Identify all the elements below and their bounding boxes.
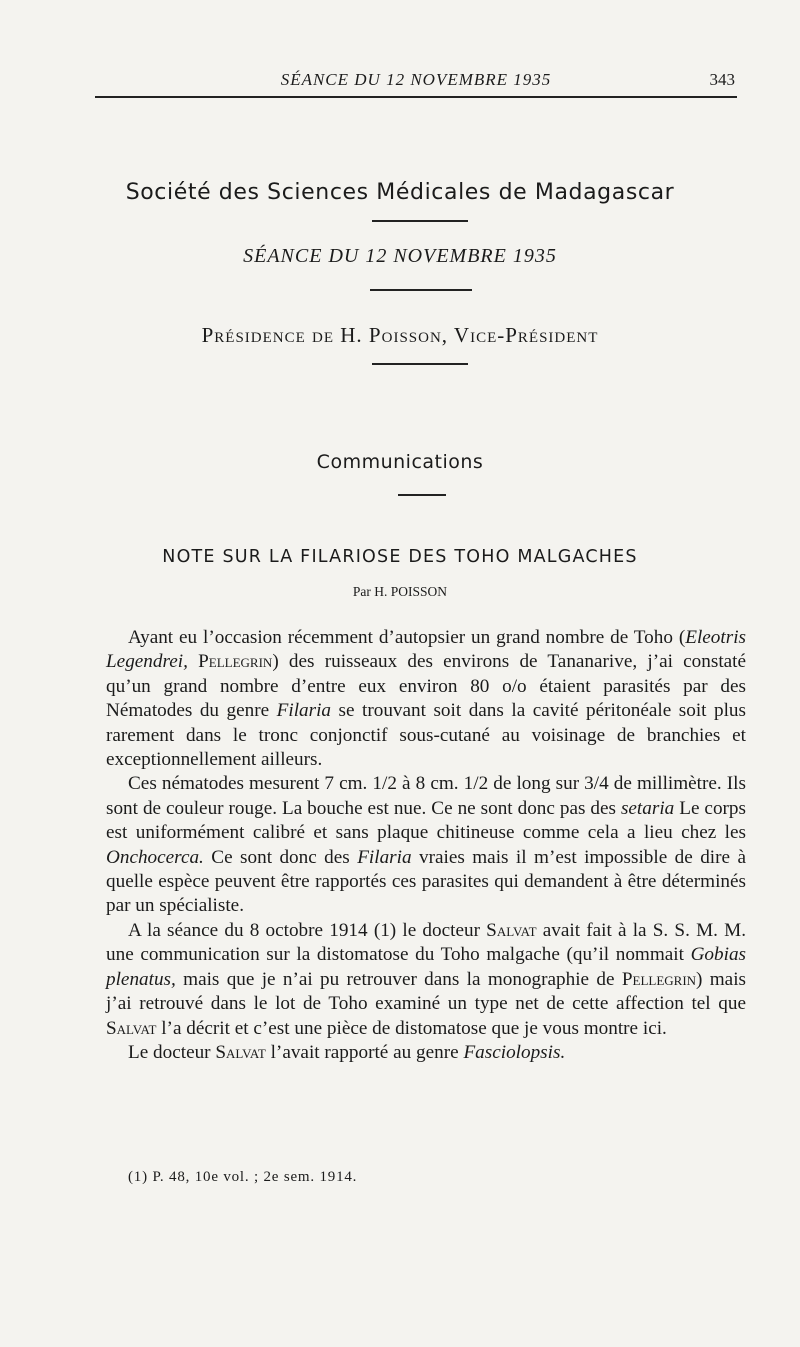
footnote: (1) P. 48, 10e vol. ; 2e sem. 1914.: [128, 1169, 358, 1185]
text-run: [188, 651, 198, 672]
section-heading: Communications: [316, 451, 484, 473]
text-run: se trouvant soit dans la cavité péritonéale soit plus rarement dans le tronc conjonctif sous-cutané au voisinage de branchies et exceptionnellement ailleurs.: [106, 700, 746, 771]
running-title: SÉANCE DU 12 NOVEMBRE 1935: [280, 70, 552, 89]
genus-name: Filaria: [357, 846, 412, 868]
divider-rule: [372, 220, 468, 222]
author-name: Pellegrin: [621, 968, 697, 990]
paragraph: [106, 626, 746, 772]
running-header: [95, 70, 737, 98]
text-run: l’avait rapporté au genre: [265, 1041, 464, 1063]
paragraph: [106, 1041, 746, 1065]
divider-rule: [398, 494, 446, 496]
session-title: SÉANCE DU 12 NOVEMBRE 1935: [243, 245, 557, 267]
text-run: Le corps est uniformément calibré et sans plaque chitineuse comme cela a lieu chez les: [106, 797, 746, 844]
article-title: NOTE SUR LA FILARIOSE DES TOHO MALGACHES: [162, 547, 638, 567]
genus-name: setaria: [620, 797, 675, 819]
presidence-line: Présidence de H. Poisson, Vice-Président: [201, 323, 599, 347]
author-name: Salvat: [486, 919, 537, 941]
article-author: Par H. POISSON: [352, 584, 448, 599]
text-run: Ce sont donc des: [203, 846, 358, 868]
genus-name: Filaria: [276, 700, 332, 722]
paragraph: [106, 919, 746, 1041]
text-run: ) des ruisseaux des environs de Tananarive, j’ai constaté qu’un grand nombre d’entre eux environ 80 o/o étaient parasités par des Nématodes du genre: [106, 651, 747, 722]
text-run: vraies mais il m’est impossible de dire à quelle espèce peuvent être rapportés ces parasites qui demandent à être déterminés par un spécialiste.: [106, 846, 746, 917]
paragraph: [106, 772, 746, 918]
text-run: Ces nématodes mesurent 7 cm. 1/2 à 8 cm. 1/2 de long sur 3/4 de millimètre. Ils sont de couleur rouge. La bouche est nue. Ce ne sont donc pas des: [106, 773, 746, 819]
text-run: avait fait à la S. S. M. M. une communication sur la distomatose du Toho malgache (qu’il nommait: [106, 919, 746, 966]
text-run: Le docteur: [128, 1041, 216, 1063]
society-title: Société des Sciences Médicales de Madagascar: [125, 180, 675, 205]
text-run: A la séance du 8 octobre 1914 (1) le docteur: [128, 919, 487, 941]
text-run: mais que je n’ai pu retrouver dans la monographie de: [175, 968, 622, 990]
article-body: [106, 626, 746, 1065]
species-name: Eleotris Legendrei,: [106, 627, 746, 673]
divider-rule: [370, 289, 472, 291]
divider-rule: [372, 363, 468, 365]
genus-name: Onchocerca.: [106, 846, 204, 868]
page-number: 343: [709, 70, 735, 89]
text-run: ) mais j’ai retrouvé dans le lot de Toho examiné un type net de cette affection tel que: [106, 968, 746, 1015]
author-name: Pellegrin: [198, 651, 273, 673]
author-name: Salvat: [106, 1017, 157, 1039]
author-name: Salvat: [215, 1041, 266, 1063]
species-name: Gobias plenatus,: [106, 944, 746, 990]
text-run: l’a décrit et c’est une pièce de distomatose que je vous montre ici.: [156, 1017, 667, 1039]
text-run: Ayant eu l’occasion récemment d’autopsier un grand nombre de Toho (: [128, 627, 686, 648]
genus-name: Fasciolopsis.: [463, 1041, 566, 1063]
